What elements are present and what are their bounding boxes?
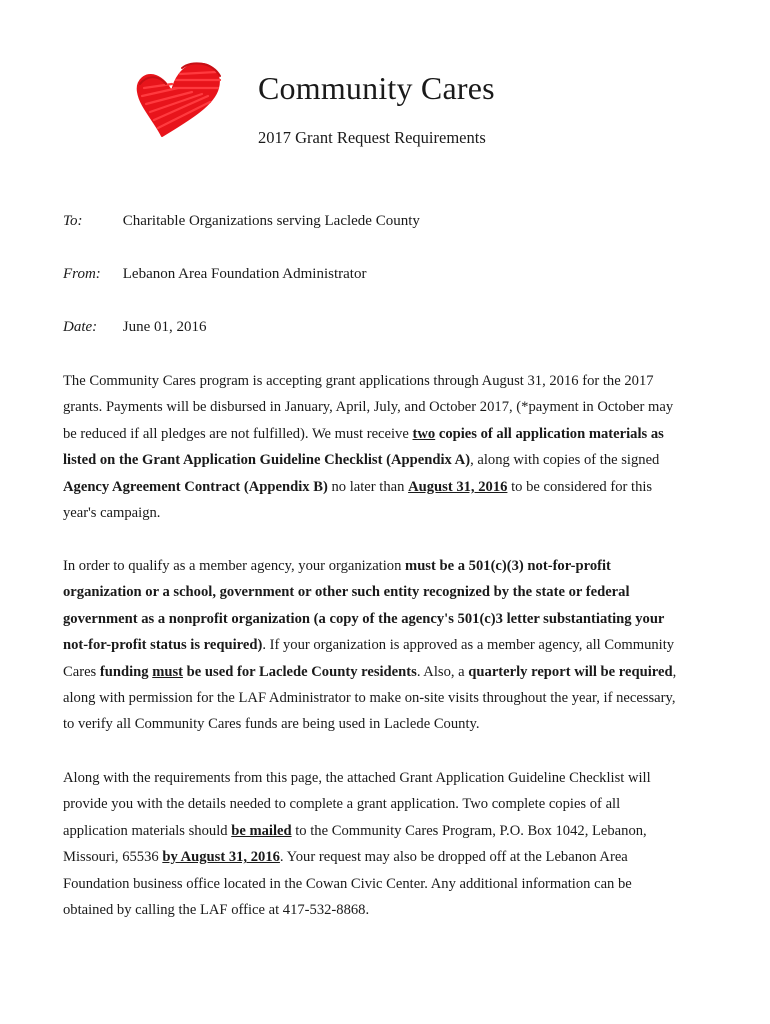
paragraph-line: Along with the requirements from this page, the attached Grant Application Guideline Checklist will	[63, 770, 651, 786]
paragraph-line	[63, 474, 711, 500]
paragraph-line: organization or a school, government or other such entity recognized by the state or federal	[63, 584, 630, 601]
text-run: Cares	[63, 663, 100, 680]
memo-to-value: Charitable Organizations serving Laclede County	[122, 213, 420, 229]
text-run: ,	[672, 663, 677, 680]
paragraph-line: Foundation business office located in the Cowan Civic Center. Any additional information can be	[63, 875, 632, 892]
paragraph-eligibility	[63, 553, 711, 738]
paragraph-line	[63, 421, 711, 447]
paragraph-application-deadline	[63, 368, 711, 526]
page-subtitle: 2017 Grant Request Requirements	[258, 128, 486, 147]
emphasis-quarterly-report: quarterly report will be required	[468, 663, 673, 680]
paragraph-line: along with permission for the LAF Administrator to make on-site visits throughout the year, if necessary,	[63, 690, 676, 707]
emphasis-status-required: not-for-profit status is required)	[63, 637, 263, 654]
emphasis-two: two	[412, 425, 436, 442]
text-run: Missouri, 65536	[63, 849, 163, 866]
emphasis-appendix-a: listed on the Grant Application Guideline Checklist (Appendix A)	[63, 452, 471, 469]
text-run: be reduced if all pledges are not fulfilled). We must receive	[63, 425, 413, 442]
text-run: to the Community Cares Program, P.O. Box 1042, Lebanon,	[291, 822, 647, 839]
text-run: In order to qualify as a member agency, your organization	[63, 558, 406, 574]
memo-from-row	[63, 266, 366, 283]
emphasis-laclede-residents: be used for Laclede County residents	[183, 663, 417, 680]
paragraph-line	[63, 659, 711, 685]
memo-date-value: June 01, 2016	[122, 319, 207, 335]
paragraph-line	[63, 844, 711, 870]
emphasis-deadline: August 31, 2016	[408, 478, 508, 495]
text-run: , along with copies of the signed	[470, 452, 660, 469]
paragraph-line	[63, 553, 711, 579]
paragraph-line	[63, 632, 711, 658]
page-title: Community Cares	[258, 70, 495, 106]
memo-to-row	[63, 213, 420, 230]
emphasis-appendix-b: Agency Agreement Contract (Appendix B)	[63, 478, 328, 495]
text-run: . Your request may also be dropped off at the Lebanon Area	[279, 849, 628, 866]
memo-to-label: To:	[63, 213, 83, 229]
emphasis-mail-deadline: by August 31, 2016	[162, 849, 280, 866]
text-run: . If your organization is approved as a member agency, all Community	[262, 637, 675, 654]
memo-date-label: Date:	[63, 319, 98, 335]
emphasis-must: must	[152, 663, 184, 680]
emphasis-copies: copies of all application materials as	[435, 425, 664, 442]
memo-from-label: From:	[63, 266, 101, 282]
paragraph-line: grants. Payments will be disbursed in January, April, July, and October 2017, (*payment in October may	[63, 399, 674, 416]
text-run: to be considered for this	[507, 478, 653, 495]
paragraph-line: provide you with the details needed to complete a grant application. Two complete copies of all	[63, 796, 621, 813]
paragraph-line: obtained by calling the LAF office at 417-532-8868.	[63, 902, 370, 919]
text-run: no later than	[327, 478, 409, 495]
text-run: application materials should	[63, 822, 232, 839]
paragraph-line: The Community Cares program is accepting grant applications through August 31, 2016 for the 2017	[63, 373, 654, 389]
heart-icon	[132, 58, 228, 142]
paragraph-submission	[63, 765, 711, 923]
text-run: . Also, a	[416, 663, 469, 680]
paragraph-line	[63, 447, 711, 473]
emphasis-be-mailed: be mailed	[231, 822, 292, 839]
memo-from-value: Lebanon Area Foundation Administrator	[122, 266, 367, 282]
emphasis-funding: funding	[99, 663, 153, 680]
paragraph-line: year's campaign.	[63, 505, 161, 522]
paragraph-line: to verify all Community Cares funds are being used in Laclede County.	[63, 716, 480, 733]
paragraph-line: government as a nonprofit organization (a copy of the agency's 501(c)3 letter substantiating your	[63, 610, 665, 627]
emphasis-501c3: must be a 501(c)(3) not-for-profit	[405, 558, 611, 574]
memo-date-row	[63, 319, 207, 336]
paragraph-line	[63, 818, 711, 844]
